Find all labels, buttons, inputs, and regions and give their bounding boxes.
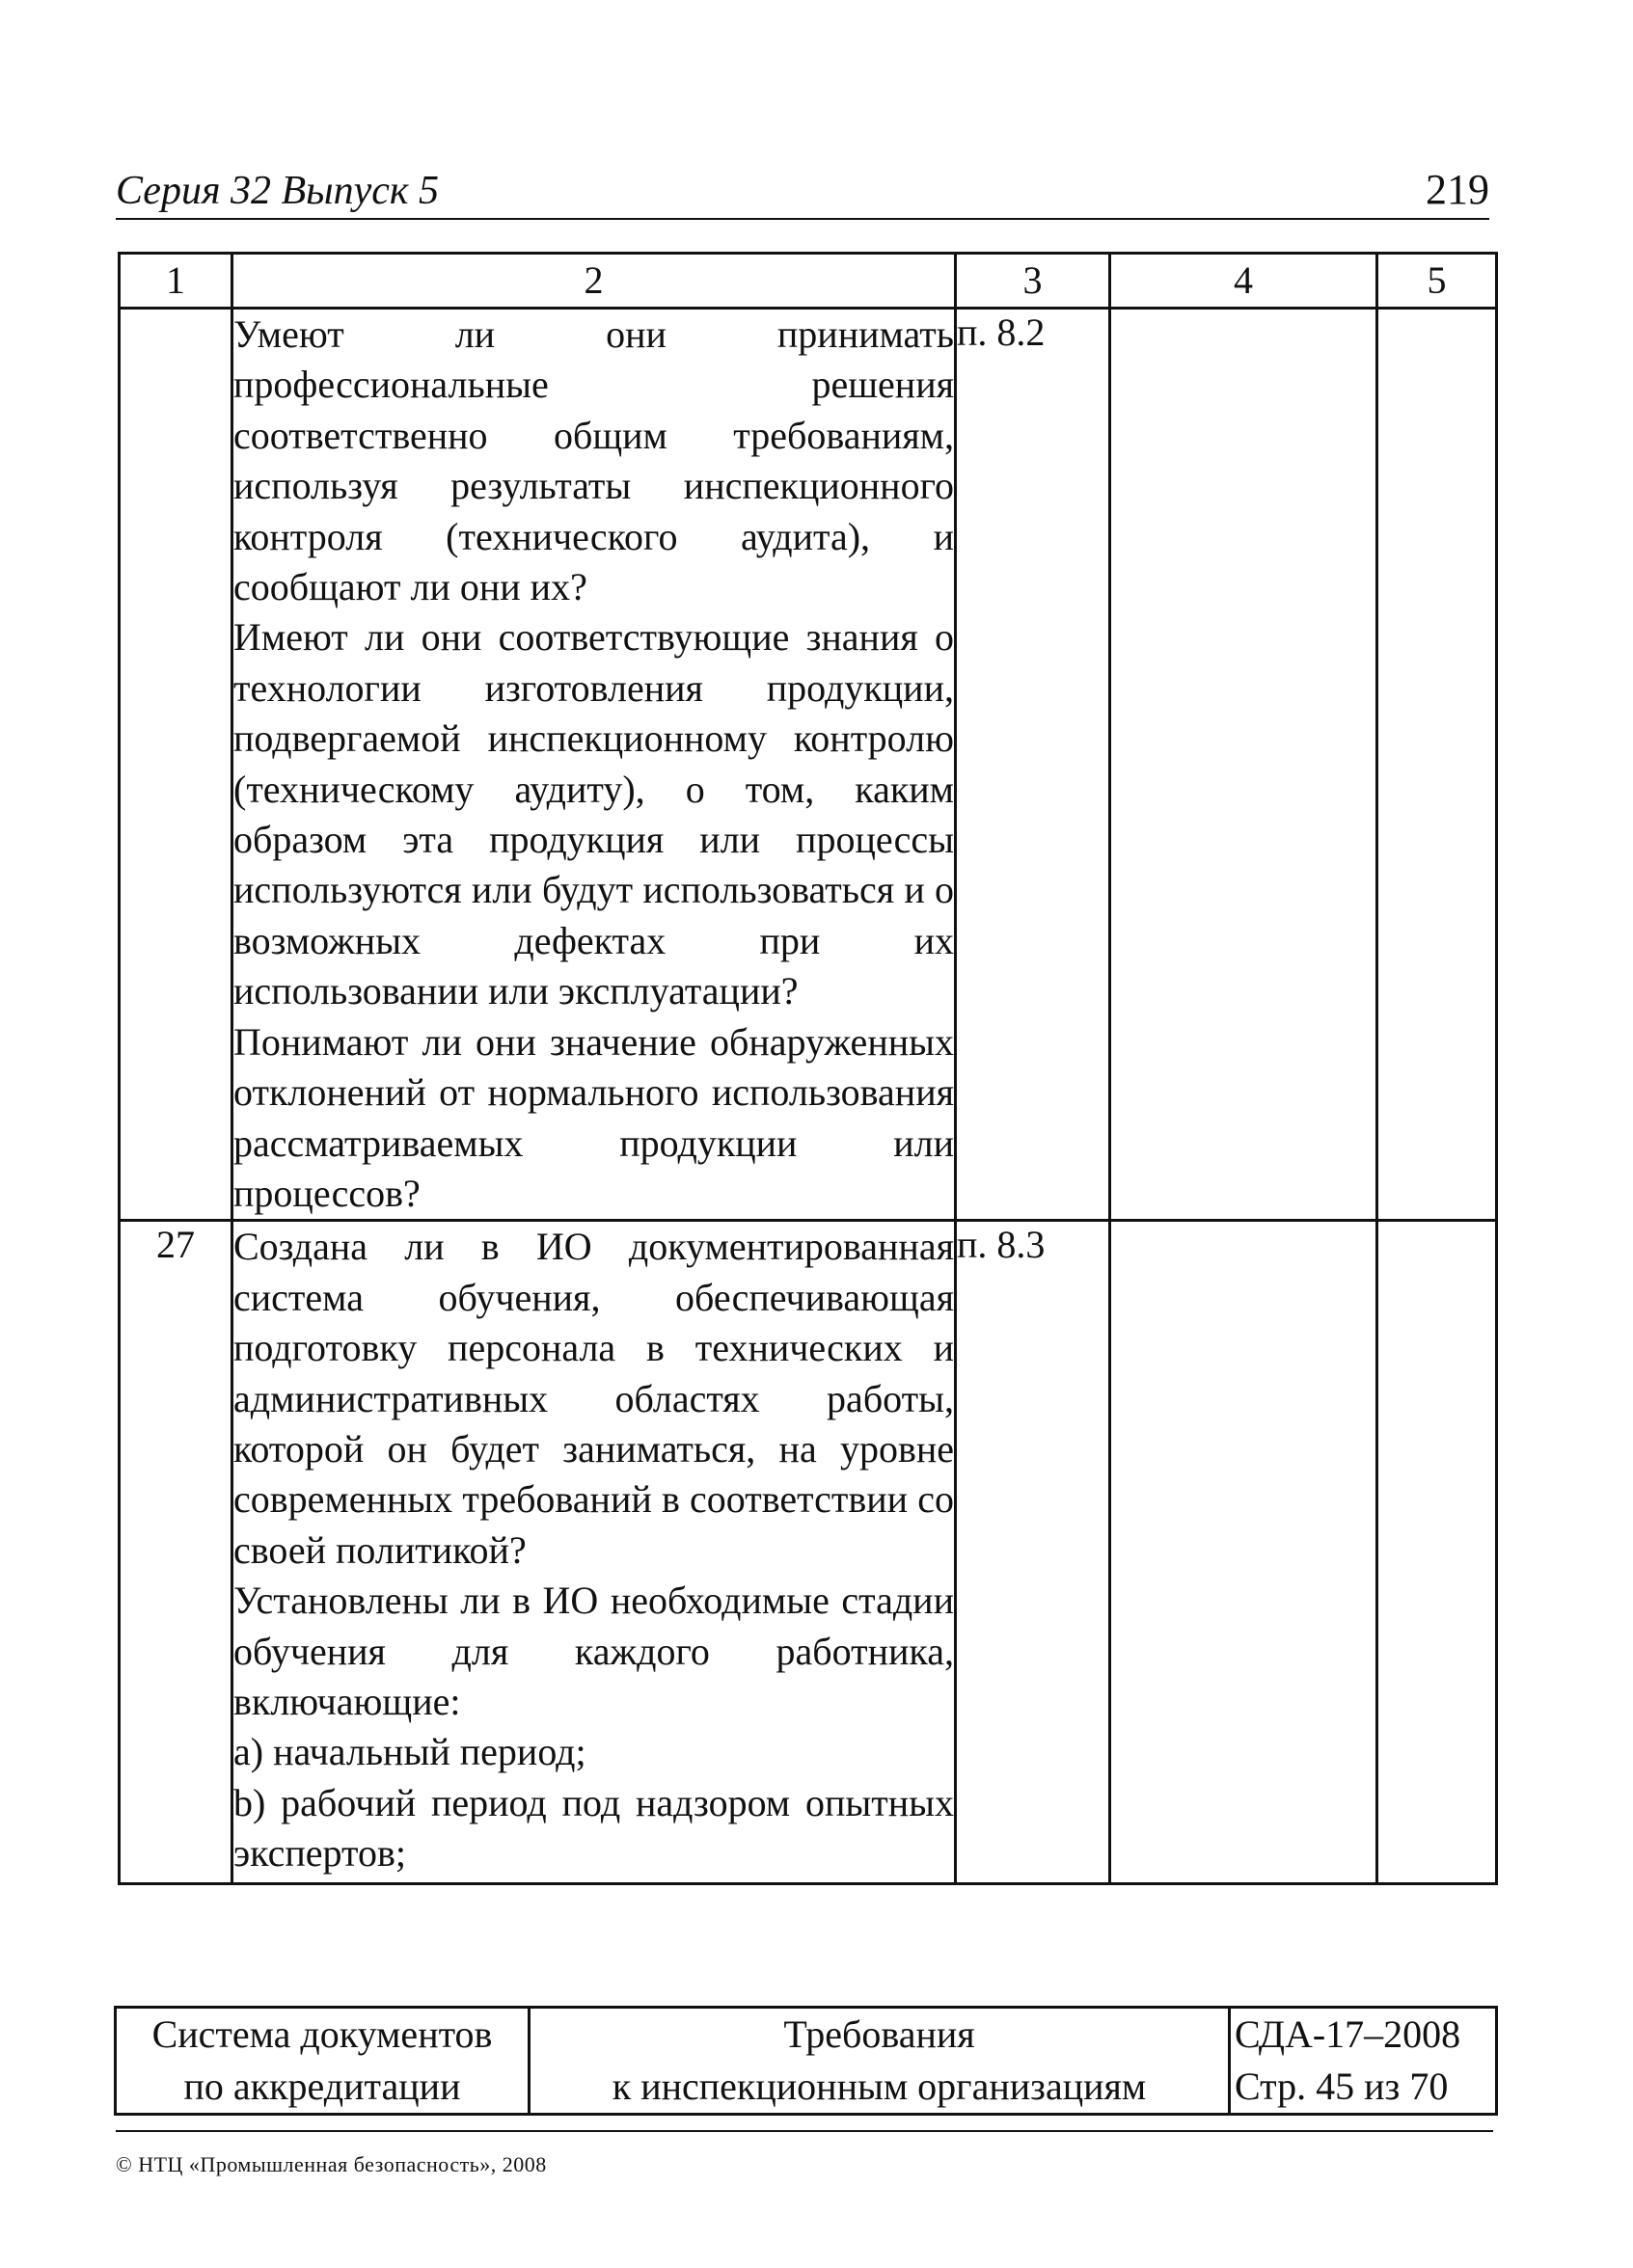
question-paragraph: Создана ли в ИО документированная система обучения, обеспечивающая подготовку персонала в технических и административных областях работы, которой он будет заниматься, на уровне современных требований в соответствии со своей политикой? (233, 1225, 954, 1572)
column-header: 2 (232, 254, 956, 309)
footer-code-cell (1230, 2008, 1497, 2115)
table-row (120, 1221, 1497, 1884)
table-header-row (120, 254, 1497, 309)
question-paragraph: Установлены ли в ИО необходимые стадии обучения для каждого работника, включающие: (233, 1579, 954, 1723)
column-header: 3 (956, 254, 1110, 309)
page-count: Стр. 45 из 70 (1235, 2065, 1449, 2108)
table-row (120, 309, 1497, 1221)
footer-system-line: по аккредитации (183, 2065, 461, 2108)
question-cell (232, 1221, 956, 1884)
empty-cell (1110, 309, 1377, 1221)
question-paragraph: Имеют ли они соответствующие знания о технологии изготовления продукции, подвергаемой инспекционному контролю (техническому аудиту), о том, каким образом эта продукция или процессы используются или будут использоваться и о возможных дефектах при их использовании или эксплуатации? (233, 615, 954, 1013)
footer-system-cell (116, 2008, 530, 2115)
question-paragraph: Умеют ли они принимать профессиональные решения соответственно общим требованиям, используя результаты инспекционного контроля (технического аудита), и сообщают ли они их? (233, 312, 954, 609)
empty-cell (1377, 1221, 1497, 1884)
question-paragraph: a) начальный период; (233, 1730, 586, 1774)
empty-cell (1110, 1221, 1377, 1884)
question-cell (232, 309, 956, 1221)
clause-reference: п. 8.2 (956, 309, 1110, 1221)
footer-system-line: Система документов (151, 2012, 493, 2056)
page-number: 219 (1426, 166, 1489, 213)
running-header (116, 162, 1489, 220)
column-header: 1 (120, 254, 232, 309)
series-title: Серия 32 Выпуск 5 (116, 169, 439, 213)
footer-title-cell (530, 2008, 1230, 2115)
row-number: 27 (120, 1221, 232, 1884)
question-paragraph: b) рабочий период под надзором опытных экспертов; (233, 1780, 954, 1876)
document-footer-table (114, 2006, 1498, 2116)
footer-title-line: Требования (783, 2012, 975, 2056)
column-header: 5 (1377, 254, 1497, 309)
footer-title-line: к инспекционным организациям (612, 2065, 1147, 2108)
document-code: СДА-17–2008 (1235, 2012, 1461, 2056)
clause-reference: п. 8.3 (956, 1221, 1110, 1884)
footer-divider (116, 2130, 1493, 2132)
row-number (120, 309, 232, 1221)
column-header: 4 (1110, 254, 1377, 309)
copyright-notice: © НТЦ «Промышленная безопасность», 2008 (116, 2152, 547, 2176)
empty-cell (1377, 309, 1497, 1221)
question-paragraph: Понимают ли они значение обнаруженных отклонений от нормального использования рассматриваемых продукции или процессов? (233, 1019, 954, 1215)
checklist-table (118, 252, 1498, 1885)
